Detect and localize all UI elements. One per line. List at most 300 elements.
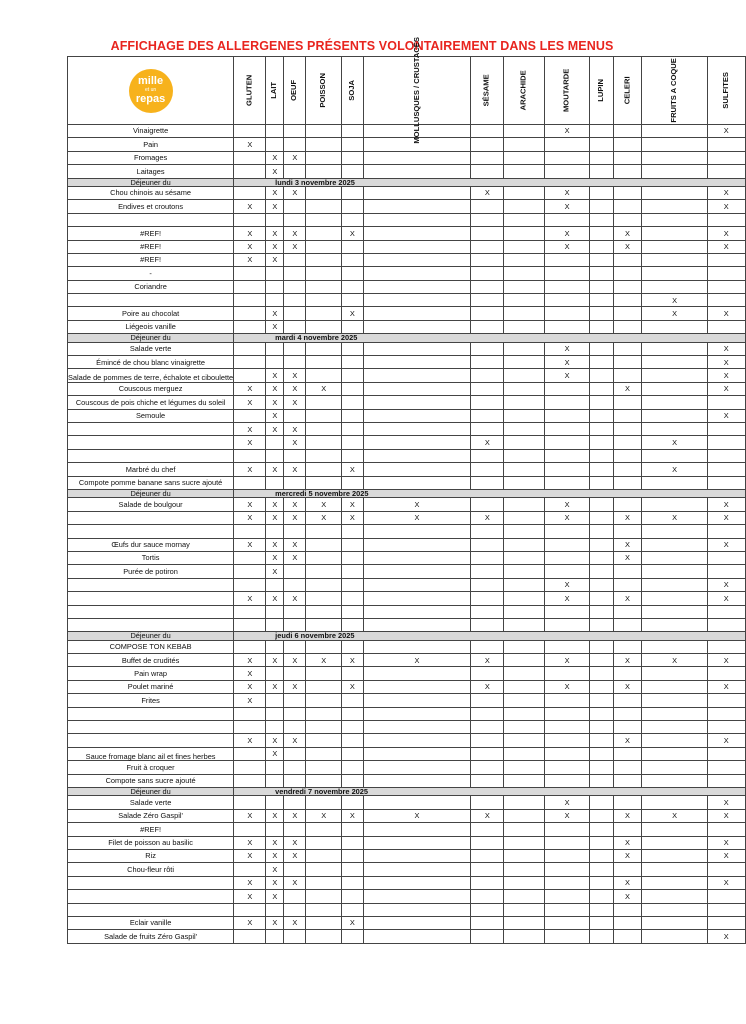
allergen-cell: X	[545, 592, 589, 605]
allergen-cell	[642, 267, 707, 280]
allergen-cell	[707, 151, 745, 164]
dish-name: Purée de potiron	[68, 565, 234, 578]
allergen-cell	[642, 694, 707, 707]
allergen-cell: X	[363, 809, 471, 822]
allergen-cell	[341, 476, 363, 489]
allergen-cell	[234, 280, 266, 293]
allergen-cell	[234, 618, 266, 631]
allergen-cell	[613, 320, 642, 333]
table-row	[68, 227, 746, 240]
allergen-cell: X	[284, 916, 306, 929]
allergen-cell: X	[707, 538, 745, 551]
allergen-header	[613, 57, 642, 125]
allergen-header	[707, 57, 745, 125]
allergen-cell	[341, 640, 363, 653]
allergen-cell	[707, 640, 745, 653]
allergen-cell	[642, 423, 707, 436]
allergen-cell	[266, 640, 284, 653]
allergen-cell	[363, 903, 471, 916]
allergen-cell	[707, 823, 745, 836]
allergen-cell: X	[545, 200, 589, 213]
allergen-cell: X	[341, 511, 363, 524]
allergen-cell: X	[707, 930, 745, 943]
allergen-cell	[613, 707, 642, 720]
day-label: Déjeuner du	[68, 489, 234, 497]
allergen-cell	[471, 890, 504, 903]
allergen-cell: X	[234, 240, 266, 253]
allergen-cell	[589, 280, 613, 293]
allergen-cell	[341, 409, 363, 422]
day-date: mardi 4 novembre 2025	[234, 334, 745, 342]
allergen-cell	[589, 186, 613, 199]
allergen-cell	[707, 605, 745, 618]
allergen-cell: X	[707, 849, 745, 862]
allergen-cell	[589, 511, 613, 524]
allergen-cell	[363, 294, 471, 307]
allergen-cell: X	[707, 654, 745, 667]
allergen-cell	[613, 823, 642, 836]
allergen-cell: X	[266, 734, 284, 747]
allergen-cell	[642, 916, 707, 929]
allergen-cell	[642, 369, 707, 382]
allergen-cell	[707, 213, 745, 226]
allergen-cell: X	[707, 240, 745, 253]
allergen-cell	[234, 823, 266, 836]
allergen-cell: X	[266, 409, 284, 422]
dish-name: Semoule	[68, 409, 234, 422]
allergen-cell	[306, 253, 342, 266]
allergen-cell	[234, 525, 266, 538]
allergen-cell	[589, 605, 613, 618]
allergen-cell	[306, 863, 342, 876]
allergen-cell	[284, 796, 306, 809]
allergen-cell	[306, 890, 342, 903]
allergen-cell: X	[707, 125, 745, 138]
allergen-cell	[471, 836, 504, 849]
allergen-cell	[363, 253, 471, 266]
allergen-cell: X	[707, 227, 745, 240]
allergen-cell	[545, 761, 589, 774]
allergen-cell	[341, 849, 363, 862]
allergen-cell	[613, 640, 642, 653]
allergen-cell: X	[545, 680, 589, 693]
dish-name	[68, 511, 234, 524]
allergen-cell	[341, 320, 363, 333]
allergen-cell	[234, 640, 266, 653]
allergen-cell	[707, 774, 745, 787]
allergen-cell	[471, 618, 504, 631]
allergen-cell: X	[266, 551, 284, 564]
allergen-cell	[471, 307, 504, 320]
dish-name: Émincé de chou blanc vinaigrette	[68, 356, 234, 369]
allergen-cell	[341, 165, 363, 178]
allergen-cell: X	[545, 342, 589, 355]
allergen-cell	[363, 423, 471, 436]
allergen-cell	[341, 721, 363, 734]
allergen-cell: X	[707, 186, 745, 199]
allergen-cell	[363, 396, 471, 409]
allergen-cell	[613, 605, 642, 618]
allergen-cell: X	[707, 369, 745, 382]
allergen-cell: X	[707, 809, 745, 822]
day-header-row	[68, 334, 746, 342]
allergen-cell	[363, 707, 471, 720]
allergen-cell	[504, 849, 545, 862]
allergen-cell: X	[613, 592, 642, 605]
allergen-cell	[471, 125, 504, 138]
allergen-cell: X	[306, 511, 342, 524]
allergen-cell	[504, 605, 545, 618]
table-row	[68, 525, 746, 538]
allergen-cell	[504, 654, 545, 667]
allergen-cell	[589, 876, 613, 889]
dish-name	[68, 294, 234, 307]
allergen-cell	[284, 213, 306, 226]
allergen-cell	[363, 916, 471, 929]
allergen-cell: X	[613, 680, 642, 693]
allergen-label: MOLLUSQUES / CRUSTACÉS	[411, 37, 421, 144]
dish-name: #REF!	[68, 253, 234, 266]
allergen-cell	[341, 125, 363, 138]
table-row	[68, 151, 746, 164]
allergen-cell	[266, 356, 284, 369]
allergen-cell: X	[707, 382, 745, 395]
allergen-cell	[589, 227, 613, 240]
allergen-cell	[284, 267, 306, 280]
allergen-cell	[363, 227, 471, 240]
allergen-cell	[341, 694, 363, 707]
allergen-cell	[234, 774, 266, 787]
allergen-cell	[504, 320, 545, 333]
allergen-cell	[504, 280, 545, 293]
allergen-cell: X	[284, 436, 306, 449]
allergen-cell: X	[341, 307, 363, 320]
allergen-cell	[284, 165, 306, 178]
allergen-cell: X	[284, 809, 306, 822]
allergen-cell	[589, 734, 613, 747]
allergen-cell: X	[284, 654, 306, 667]
allergen-cell	[707, 551, 745, 564]
allergen-cell	[266, 138, 284, 151]
allergen-cell: X	[284, 369, 306, 382]
allergen-cell: X	[613, 809, 642, 822]
allergen-cell	[504, 809, 545, 822]
allergen-cell	[642, 761, 707, 774]
allergen-cell: X	[284, 227, 306, 240]
allergen-cell	[613, 125, 642, 138]
allergen-cell	[234, 565, 266, 578]
allergen-cell	[545, 267, 589, 280]
allergen-cell	[504, 186, 545, 199]
allergen-cell: X	[707, 836, 745, 849]
allergen-cell	[589, 463, 613, 476]
allergen-cell: X	[284, 423, 306, 436]
allergen-cell	[471, 876, 504, 889]
allergen-label: POISSON	[318, 73, 328, 108]
allergen-cell	[589, 721, 613, 734]
allergen-cell	[266, 476, 284, 489]
table-row	[68, 240, 746, 253]
allergen-cell	[545, 707, 589, 720]
allergen-cell	[266, 903, 284, 916]
allergen-cell	[504, 409, 545, 422]
allergen-cell: X	[306, 382, 342, 395]
allergen-header	[471, 57, 504, 125]
allergen-cell	[589, 849, 613, 862]
allergen-cell	[471, 565, 504, 578]
allergen-cell	[266, 618, 284, 631]
allergen-cell: X	[266, 151, 284, 164]
allergen-cell: X	[234, 138, 266, 151]
allergen-cell	[545, 930, 589, 943]
allergen-cell	[284, 930, 306, 943]
allergen-cell	[545, 436, 589, 449]
allergen-cell	[471, 396, 504, 409]
allergen-cell	[545, 307, 589, 320]
allergen-cell	[341, 240, 363, 253]
allergen-cell	[341, 369, 363, 382]
allergen-cell	[471, 640, 504, 653]
allergen-cell	[363, 280, 471, 293]
dish-name	[68, 707, 234, 720]
allergen-cell	[341, 423, 363, 436]
table-row	[68, 551, 746, 564]
allergen-cell	[234, 409, 266, 422]
allergen-cell: X	[613, 382, 642, 395]
table-row	[68, 849, 746, 862]
allergen-cell	[471, 267, 504, 280]
allergen-cell	[642, 823, 707, 836]
allergen-cell	[341, 836, 363, 849]
allergen-cell	[707, 618, 745, 631]
allergen-cell	[642, 618, 707, 631]
allergen-cell	[642, 356, 707, 369]
allergen-cell: X	[642, 654, 707, 667]
allergen-cell: X	[545, 240, 589, 253]
allergen-cell	[306, 796, 342, 809]
allergen-cell	[306, 356, 342, 369]
allergen-cell	[306, 186, 342, 199]
allergen-cell	[642, 538, 707, 551]
allergen-cell	[363, 213, 471, 226]
allergen-cell	[363, 849, 471, 862]
allergen-cell	[266, 707, 284, 720]
allergen-cell	[613, 280, 642, 293]
allergen-cell	[341, 253, 363, 266]
allergen-cell	[471, 849, 504, 862]
table-row	[68, 396, 746, 409]
table-row	[68, 498, 746, 511]
allergen-cell	[363, 876, 471, 889]
table-row	[68, 294, 746, 307]
allergen-cell	[363, 605, 471, 618]
allergen-label: SULFITES	[720, 72, 730, 109]
allergen-cell	[707, 747, 745, 760]
allergen-cell	[707, 916, 745, 929]
allergen-cell	[707, 694, 745, 707]
allergen-cell	[341, 294, 363, 307]
allergen-cell	[284, 761, 306, 774]
allergen-cell: X	[284, 734, 306, 747]
allergen-cell: X	[341, 654, 363, 667]
allergen-cell	[306, 151, 342, 164]
allergen-cell: X	[234, 836, 266, 849]
allergen-cell	[613, 449, 642, 462]
table-row	[68, 463, 746, 476]
allergen-cell	[613, 307, 642, 320]
allergen-cell: X	[234, 592, 266, 605]
allergen-cell	[306, 876, 342, 889]
allergen-label: SÉSAME	[481, 74, 491, 107]
allergen-cell	[545, 667, 589, 680]
allergen-cell	[545, 382, 589, 395]
allergen-cell: X	[284, 240, 306, 253]
allergen-cell: X	[545, 125, 589, 138]
allergen-cell: X	[471, 680, 504, 693]
allergen-cell	[266, 342, 284, 355]
allergen-cell: X	[234, 200, 266, 213]
allergen-cell	[613, 578, 642, 591]
allergen-cell	[707, 423, 745, 436]
table-row	[68, 618, 746, 631]
allergen-cell	[306, 463, 342, 476]
allergen-cell	[306, 165, 342, 178]
allergen-cell	[707, 436, 745, 449]
table-row	[68, 640, 746, 653]
allergen-cell	[471, 476, 504, 489]
allergen-cell	[284, 320, 306, 333]
allergen-cell	[234, 796, 266, 809]
allergen-cell	[504, 125, 545, 138]
allergen-cell	[642, 525, 707, 538]
allergen-cell	[266, 125, 284, 138]
allergen-cell	[266, 721, 284, 734]
allergen-cell	[284, 605, 306, 618]
allergen-cell	[642, 680, 707, 693]
allergen-cell	[589, 680, 613, 693]
allergen-cell	[504, 267, 545, 280]
allergen-cell	[341, 747, 363, 760]
allergen-cell	[471, 903, 504, 916]
allergen-cell	[234, 151, 266, 164]
allergen-cell	[504, 240, 545, 253]
allergen-cell	[642, 320, 707, 333]
table-row	[68, 592, 746, 605]
table-row	[68, 796, 746, 809]
allergen-cell: X	[234, 511, 266, 524]
allergen-cell	[284, 280, 306, 293]
allergen-cell	[341, 618, 363, 631]
allergen-cell	[545, 463, 589, 476]
day-date: jeudi 6 novembre 2025	[234, 632, 745, 640]
dish-name: Salade de fruits Zéro Gaspil'	[68, 930, 234, 943]
allergen-cell: X	[266, 747, 284, 760]
table-row	[68, 694, 746, 707]
allergen-cell	[363, 863, 471, 876]
allergen-cell	[234, 551, 266, 564]
allergen-cell	[504, 436, 545, 449]
allergen-cell: X	[234, 849, 266, 862]
allergen-label: GLUTEN	[244, 74, 254, 107]
allergen-cell	[613, 863, 642, 876]
allergen-cell	[306, 409, 342, 422]
allergen-cell	[545, 890, 589, 903]
allergen-cell	[471, 200, 504, 213]
allergen-cell	[613, 667, 642, 680]
allergen-cell	[504, 774, 545, 787]
table-row	[68, 165, 746, 178]
allergen-cell	[642, 849, 707, 862]
allergen-cell: X	[707, 734, 745, 747]
allergen-cell	[504, 903, 545, 916]
allergen-cell: X	[363, 511, 471, 524]
allergen-cell	[341, 200, 363, 213]
allergen-cell: X	[613, 538, 642, 551]
allergen-cell	[471, 342, 504, 355]
allergen-cell	[363, 382, 471, 395]
allergen-cell	[471, 253, 504, 266]
allergen-cell	[707, 253, 745, 266]
table-row	[68, 578, 746, 591]
allergen-cell	[707, 476, 745, 489]
allergen-cell: X	[707, 511, 745, 524]
allergen-cell	[504, 890, 545, 903]
allergen-header	[642, 57, 707, 125]
allergen-cell	[642, 280, 707, 293]
allergen-cell	[642, 774, 707, 787]
allergen-cell	[642, 707, 707, 720]
allergen-cell	[266, 578, 284, 591]
allergen-cell	[284, 125, 306, 138]
allergen-cell	[589, 138, 613, 151]
allergen-cell: X	[613, 654, 642, 667]
allergen-cell: X	[266, 511, 284, 524]
allergen-cell: X	[284, 511, 306, 524]
allergen-cell: X	[266, 876, 284, 889]
allergen-cell	[234, 307, 266, 320]
allergen-cell: X	[284, 592, 306, 605]
allergen-cell	[306, 849, 342, 862]
day-header-row	[68, 489, 746, 497]
allergen-cell	[341, 774, 363, 787]
allergen-cell	[589, 240, 613, 253]
allergen-cell	[306, 294, 342, 307]
table-row	[68, 823, 746, 836]
table-row	[68, 125, 746, 138]
allergen-cell	[363, 320, 471, 333]
allergen-cell: X	[545, 356, 589, 369]
allergen-cell: X	[545, 186, 589, 199]
allergen-cell: X	[266, 253, 284, 266]
allergen-cell	[504, 916, 545, 929]
table-row	[68, 930, 746, 943]
allergen-cell: X	[613, 890, 642, 903]
allergen-cell	[642, 930, 707, 943]
allergen-cell	[471, 694, 504, 707]
allergen-cell	[234, 320, 266, 333]
allergen-header	[234, 57, 266, 125]
dish-name	[68, 876, 234, 889]
allergen-cell: X	[642, 463, 707, 476]
allergen-cell	[642, 578, 707, 591]
allergen-cell	[306, 761, 342, 774]
allergen-cell	[284, 747, 306, 760]
allergen-cell	[707, 463, 745, 476]
allergen-cell	[306, 307, 342, 320]
allergen-header	[589, 57, 613, 125]
allergen-cell: X	[284, 680, 306, 693]
dish-name: Chou-fleur rôti	[68, 863, 234, 876]
